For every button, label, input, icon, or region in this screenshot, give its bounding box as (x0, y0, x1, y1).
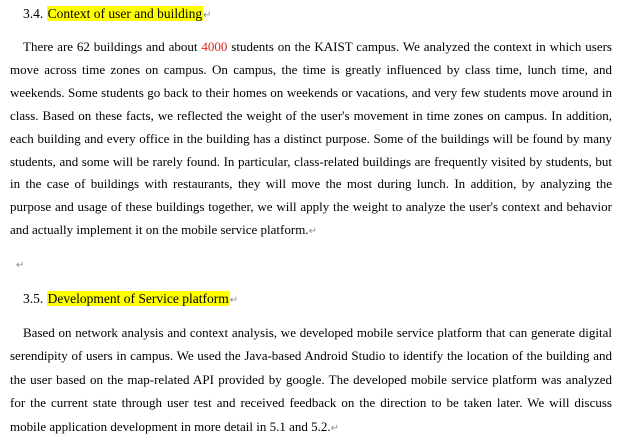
section-title-highlighted: Context of user and building (47, 6, 203, 21)
paragraph-mark-icon: ↵ (229, 295, 239, 306)
section-3-5-paragraph (10, 321, 612, 440)
student-count-value: 4000 (201, 39, 228, 54)
section-heading-3-5 (23, 290, 238, 309)
section-number: 3.5. (23, 291, 47, 306)
section-title-highlighted: Development of Service platform (47, 291, 229, 306)
paragraph-mark-icon: ↵ (308, 226, 317, 238)
paragraph-text-rest: students on the KAIST campus. We analyzed the context in which users move across time zones on campus. On campus, the time is greatly influenced by class time, lunch time, and weekends. Some students go back to their homes on weekends or vacations, and very few students move around in class. Based on these facts, we reflected the weight of the user's movement in time zones on campus. In addition, each building and every office in the building has a distinct purpose. Some of the buildings will be found by many students, and some will be rarely found. In particular, class-related buildings are frequently visited by students, but in the case of buildings with restaurants, they will move the most during lunch. In addition, by analyzing the purpose and usage of these buildings together, we will apply the weight to analyze the user's context and behavior and actually implement it on the mobile service platform. (10, 39, 612, 238)
paragraph-mark-icon: ↵ (203, 10, 212, 21)
paragraph-text: Based on network analysis and context analysis, we developed mobile service platform that can generate digital serendipity of users in campus. We used the Java-based Android Studio to identify the location of the building and the user based on the map-related API provided by google. The developed mobile service platform was analyzed for the current state through user test and received feedback on the direction to be taken later. We will discuss mobile application development in more detail in 5.1 and 5.2. (10, 325, 612, 434)
paragraph-text-start: There are 62 buildings and about (23, 39, 202, 54)
paragraph-mark-icon: ↵ (330, 422, 339, 434)
empty-paragraph (16, 255, 24, 273)
section-3-4-paragraph (10, 36, 612, 244)
paragraph-mark-icon: ↵ (16, 260, 25, 271)
section-number: 3.4. (23, 6, 47, 21)
section-heading-3-4 (23, 5, 212, 24)
